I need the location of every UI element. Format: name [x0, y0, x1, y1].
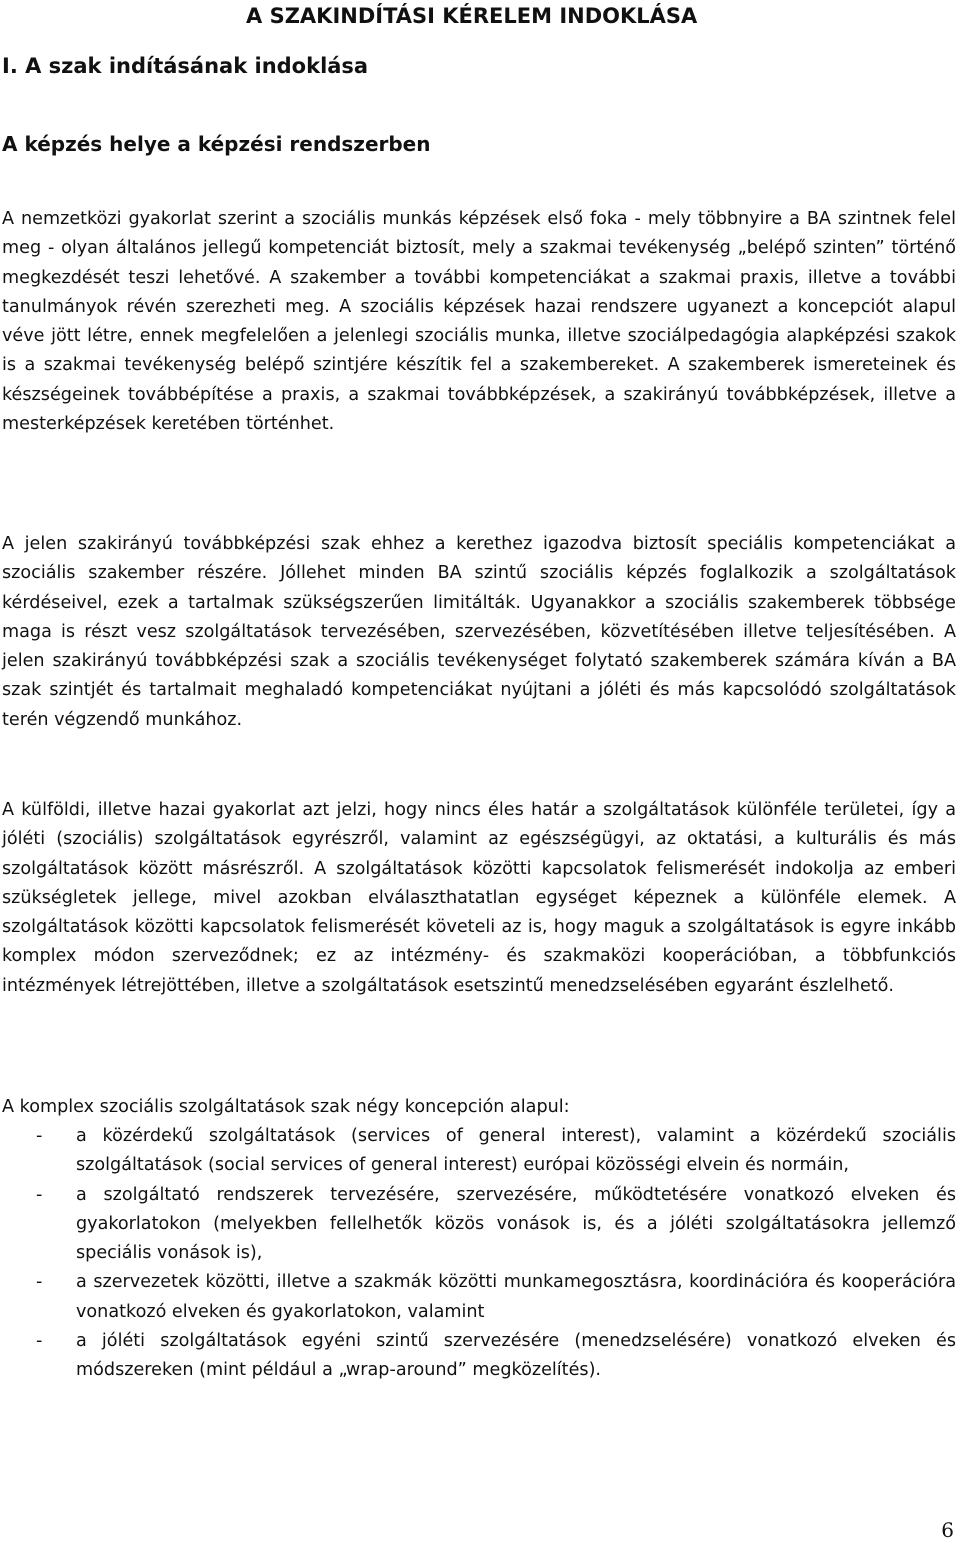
list-item-text: a közérdekű szolgáltatások (services of general interest), valamint a közérdekű szociális szolgáltatások (social services of general interest) európai közösségi elvein és normáin, [76, 1126, 956, 1176]
list-item [2, 1181, 956, 1269]
document-title: A SZAKINDÍTÁSI KÉRELEM INDOKLÁSA [246, 4, 698, 28]
list-item-text: a jóléti szolgáltatások egyéni szintű szervezésére (menedzselésére) vonatkozó elveken és módszereken (mint például a „wrap-around” megközelítés). [76, 1331, 956, 1381]
section-heading: I. A szak indításának indoklása [2, 54, 369, 78]
bullet-dash: - [36, 1331, 43, 1352]
list-item [2, 1122, 956, 1181]
list-item-text: a szervezetek közötti, illetve a szakmák közötti munkamegosztásra, koordinációra és kooperációra vonatkozó elveken és gyakorlatokon, valamint [76, 1272, 956, 1322]
bullet-dash: - [36, 1184, 43, 1205]
bullet-dash: - [36, 1126, 43, 1146]
list-item [2, 1327, 956, 1386]
list-item-text: a szolgáltató rendszerek tervezésére, szervezésére, működtetésére vonatkozó elveken és gyakorlatokon (melyekben fellelhetők közös vonások is, és a jóléti szolgáltatásokra jellemző speciális vonások is), [76, 1184, 956, 1264]
concept-list [2, 1122, 956, 1386]
page-number: 6 [941, 1518, 954, 1542]
paragraph-concepts-intro: A komplex szociális szolgáltatások szak négy koncepción alapul: [2, 1097, 570, 1117]
paragraph-program-purpose: A jelen szakirányú továbbképzési szak ehhez a kerethez igazodva biztosít speciális kompetenciákat a szociális szakember részére. Jóllehet minden BA szintű szociális képzés foglalkozik a szolgáltatások kérdéseivel, ezek a tartalmak szükségszerűen limitálták. Ugyanakkor a szociális szakemberek többsége maga is részt vesz szolgáltatások tervezésében, szervezésében, közvetítésében illetve teljesítésében. A jelen szakirányú továbbképzési szak a szociális tevékenységet folytató szakemberek számára kíván a BA szak szintjét és tartalmait meghaladó kompetenciákat nyújtani a jóléti és más kapcsolódó szolgáltatások terén végzendő munkához. [2, 534, 956, 730]
paragraph-intro: A nemzetközi gyakorlat szerint a szociális munkás képzések első foka - mely többnyire a BA szintnek felel meg - olyan általános jellegű kompetenciát biztosít, mely a szakmai tevékenység „belépő szinten” történő megkezdését teszi lehetővé. A szakember a további kompetenciákat a szakmai praxis, illetve a további tanulmányok révén szerezheti meg. A szociális képzések hazai rendszere ugyanezt a koncepciót alapul véve jött létre, ennek megfelelően a jelenlegi szociális munka, illetve szociálpedagógia alapképzési szakok is a szakmai tevékenység belépő szintjére készítik fel a szakembereket. A szakemberek ismereteinek és készségeinek továbbépítése a praxis, a szakmai továbbképzések, a szakirányú továbbképzések, illetve a mesterképzések keretében történhet. [2, 209, 956, 435]
paragraph-service-relations: A külföldi, illetve hazai gyakorlat azt jelzi, hogy nincs éles határ a szolgáltatások különféle területei, így a jóléti (szociális) szolgáltatások egyrészről, valamint az egészségügyi, az oktatási, a kulturális és más szolgáltatások között másrészről. A szolgáltatások közötti kapcsolatok felismerését indokolja az emberi szükségletek jellege, mivel azokban elválaszthatatlan egységet képeznek a különféle elemek. A szolgáltatások közötti kapcsolatok felismerését követeli az is, hogy maguk a szolgáltatások is egyre inkább komplex módon szerveződnek; ez az intézmény- és szakmaközi kooperációban, a többfunkciós intézmények létrejöttében, illetve a szolgáltatások esetszintű menedzselésében egyaránt észlelhető. [2, 800, 956, 996]
subheading: A képzés helye a képzési rendszerben [2, 132, 431, 156]
list-item [2, 1268, 956, 1327]
bullet-dash: - [36, 1272, 43, 1293]
